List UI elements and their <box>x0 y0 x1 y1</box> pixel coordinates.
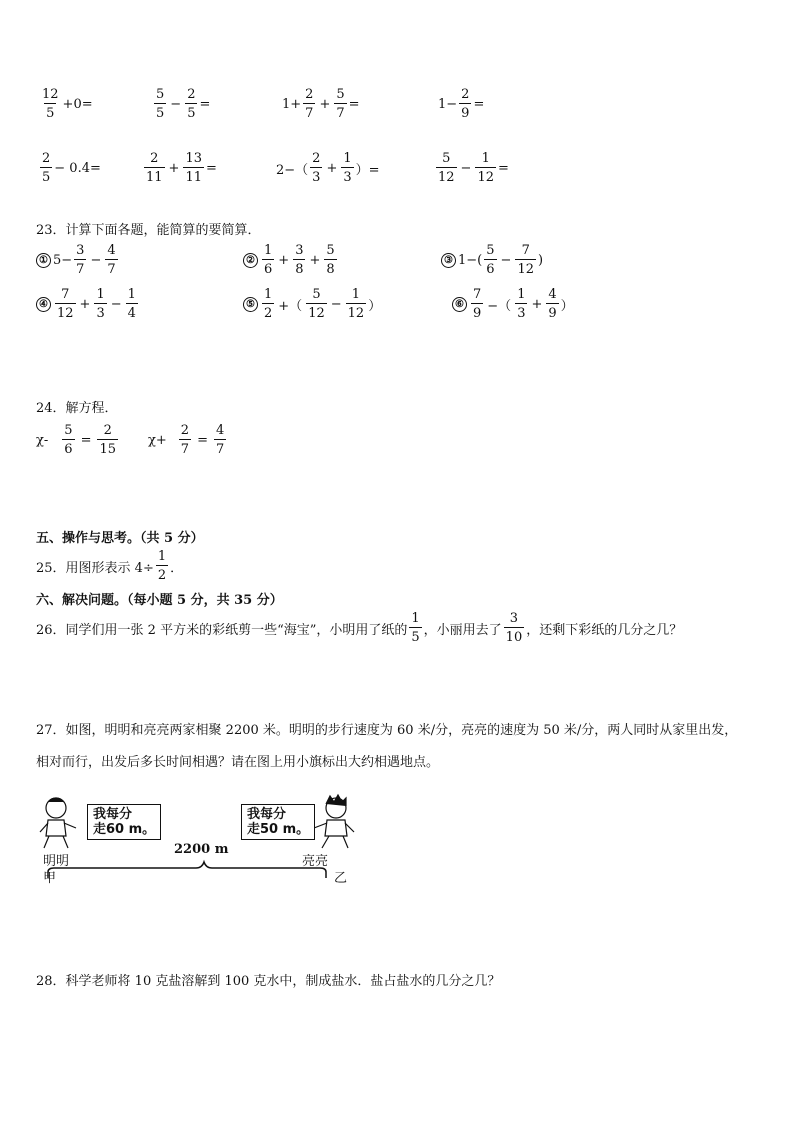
q23-problem-4: ④ $\frac{7}{12}$ + $\frac{1}{3}$ − $\frac{1}{4}$ <box>36 288 140 320</box>
oral-calc-2: $\frac{5}{5}$ − $\frac{2}{5}$ = <box>156 87 211 121</box>
oral-calc-8: $\frac{5}{12}$ − $\frac{1}{12}$ = <box>438 151 509 185</box>
distance-label: 2200 m <box>174 842 229 857</box>
oral-calc-3: 1+ $\frac{2}{7}$ + $\frac{5}{7}$ = <box>282 87 360 121</box>
q23-problem-6: ⑥ $\frac{7}{9}$ −（ $\frac{1}{3}$ + $\frac{4}{9}$ ） <box>452 288 574 320</box>
oral-calc-1: $\frac{12}{5}$ +0= <box>42 87 93 121</box>
q23-problem-2: ② $\frac{1}{6}$ + $\frac{3}{8}$ + $\frac{5}{8}$ <box>243 244 339 276</box>
q25-text: 25．用图形表示 4÷ $\frac{1}{2}$ ． <box>36 549 184 583</box>
oral-calc-4: 1− $\frac{2}{9}$ = <box>438 87 485 121</box>
q23-problem-1: ① 5− $\frac{3}{7}$ − $\frac{4}{7}$ <box>36 244 120 276</box>
q24-title: 24．解方程． <box>36 401 118 416</box>
q24-equation-1: χ- $\frac{5}{6}$ = $\frac{2}{15}$ <box>36 423 117 457</box>
q27-line-2: 相对而行，出发后多长时间相遇？请在图上用小旗标出大约相遇地点。 <box>36 755 440 770</box>
name-left: 明明 <box>43 854 70 869</box>
q27-line-1: 27．如图，明明和亮亮两家相聚 2200 米。明明的步行速度为 60 米/分，亮亮的速度为 50 米/分，两人同时从家里出发， <box>36 723 738 738</box>
point-yi: 乙 <box>334 871 348 886</box>
left-child-figure <box>40 798 76 848</box>
q26-text: 26．同学们用一张 2 平方米的彩纸剪一些“海宝”，小明用了纸的 $\frac{1}{5}$ ，小丽用去了 $\frac{3}{10}$ ，还剩下彩纸的几分之几？ <box>36 611 683 645</box>
oral-calc-7: 2−（ $\frac{2}{3}$ + $\frac{1}{3}$ ）= <box>276 151 380 185</box>
section-6-heading: 六、解决问题。（每小题 5 分，共 35 分） <box>36 593 283 608</box>
left-speech-bubble: 我每分 走60 m。 <box>87 804 161 840</box>
walking-figures-illustration <box>36 790 366 885</box>
distance-brace <box>48 862 326 878</box>
q23-problem-5: ⑤ $\frac{1}{2}$ +（ $\frac{5}{12}$ − $\frac{1}{12}$ ） <box>243 288 381 320</box>
oral-calc-5: $\frac{2}{5}$ − 0.4= <box>42 151 101 185</box>
name-right: 亮亮 <box>302 854 329 869</box>
right-child-figure <box>314 795 354 848</box>
q24-equation-2: χ+ $\frac{2}{7}$ = $\frac{4}{7}$ <box>148 423 225 457</box>
q27-figure <box>36 790 366 885</box>
q23-title: 23．计算下面各题，能简算的要简算． <box>36 223 261 238</box>
oral-calc-6: $\frac{2}{11}$ + $\frac{13}{11}$ = <box>146 151 217 185</box>
right-speech-bubble: 我每分 走50 m。 <box>241 804 315 840</box>
q23-problem-3: ③ 1−( $\frac{5}{6}$ − $\frac{7}{12}$ ) <box>441 244 543 276</box>
q28-text: 28．科学老师将 10 克盐溶解到 100 克水中，制成盐水．盐占盐水的几分之几？ <box>36 974 501 989</box>
point-jia: 甲 <box>43 871 57 886</box>
section-5-heading: 五、操作与思考。（共 5 分） <box>36 531 204 546</box>
